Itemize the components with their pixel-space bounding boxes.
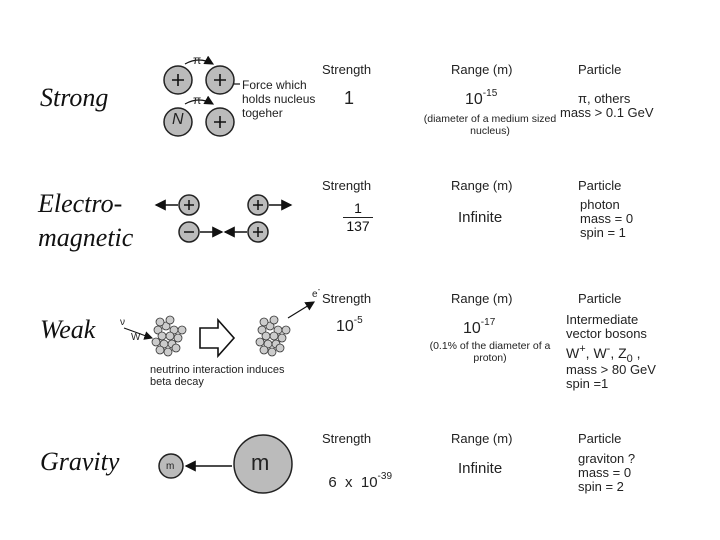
nucleus-cluster — [256, 316, 290, 356]
nucleon-label: N — [172, 111, 184, 128]
strength-fraction — [338, 201, 378, 234]
transform-arrow — [200, 320, 234, 356]
range-value: Infinite — [458, 460, 503, 477]
header-particle: Particle — [578, 431, 622, 446]
small-mass-label: m — [166, 461, 175, 472]
range-value: $10^{-17}$ — [463, 317, 496, 337]
fraction-numerator: 1 — [354, 200, 362, 216]
particle-line: Intermediate — [566, 312, 639, 327]
particle-line: spin = 1 — [580, 225, 626, 240]
force-name-gravity: Gravity — [40, 447, 120, 476]
range-note: (0.1% of the diameter of a proton) — [429, 340, 551, 364]
weak-decay-diagram — [124, 302, 314, 356]
header-strength: Strength — [322, 178, 372, 193]
particle-line: mass = 0 — [580, 211, 634, 226]
particle-line: mass > 0.1 GeV — [560, 105, 654, 120]
force-name-strong: Strong — [40, 83, 109, 112]
range-value: $10^{-15}$ — [465, 88, 498, 108]
weak-diagram-note: neutrino interaction induces beta decay — [150, 364, 285, 388]
header-range: Range (m) — [451, 62, 513, 77]
strong-diagram-note: Force which holds nucleus togeher — [242, 78, 316, 120]
particle-line-bosons: W+, W-, $Z_0$ , — [566, 343, 641, 365]
particle-line: spin = 2 — [578, 479, 624, 494]
pion-label: π — [193, 93, 202, 107]
w-label: W — [131, 332, 141, 343]
force-name-weak: Weak — [40, 315, 96, 344]
fraction-denominator: 137 — [346, 218, 370, 234]
particle-line: vector bosons — [566, 326, 647, 341]
pion-label: π — [193, 53, 202, 67]
header-range: Range (m) — [451, 431, 513, 446]
gravity-masses-diagram — [159, 435, 292, 493]
force-name-em-line1: Electro- — [38, 189, 123, 218]
particle-line: π, others — [578, 91, 631, 106]
particle-line: spin =1 — [566, 376, 609, 391]
force-name-em-line2: magnetic — [38, 223, 134, 252]
header-particle: Particle — [578, 291, 622, 306]
nucleus-cluster — [152, 316, 186, 356]
neutrino-label: ν — [120, 317, 125, 328]
electron-arrow — [288, 302, 314, 318]
big-mass-label: m — [251, 450, 270, 475]
header-strength: Strength — [322, 291, 372, 306]
header-particle: Particle — [578, 62, 622, 77]
strength-value: 6 x $10^{-39}$ — [328, 471, 392, 491]
particle-line: graviton ? — [578, 451, 636, 466]
strength-value: $10^{-5}$ — [336, 315, 363, 335]
header-range: Range (m) — [451, 291, 513, 306]
em-charges-diagram — [156, 195, 291, 242]
header-range: Range (m) — [451, 178, 513, 193]
particle-line: mass = 0 — [578, 465, 632, 480]
header-strength: Strength — [322, 62, 372, 77]
header-particle: Particle — [578, 178, 622, 193]
particle-line: photon — [580, 197, 620, 212]
header-strength: Strength — [322, 431, 372, 446]
electron-label: e- — [312, 285, 321, 300]
range-note: (diameter of a medium sized nucleus) — [423, 113, 557, 137]
strength-value: 1 — [344, 88, 355, 108]
particle-line: mass > 80 GeV — [566, 362, 656, 377]
range-value: Infinite — [458, 209, 503, 226]
